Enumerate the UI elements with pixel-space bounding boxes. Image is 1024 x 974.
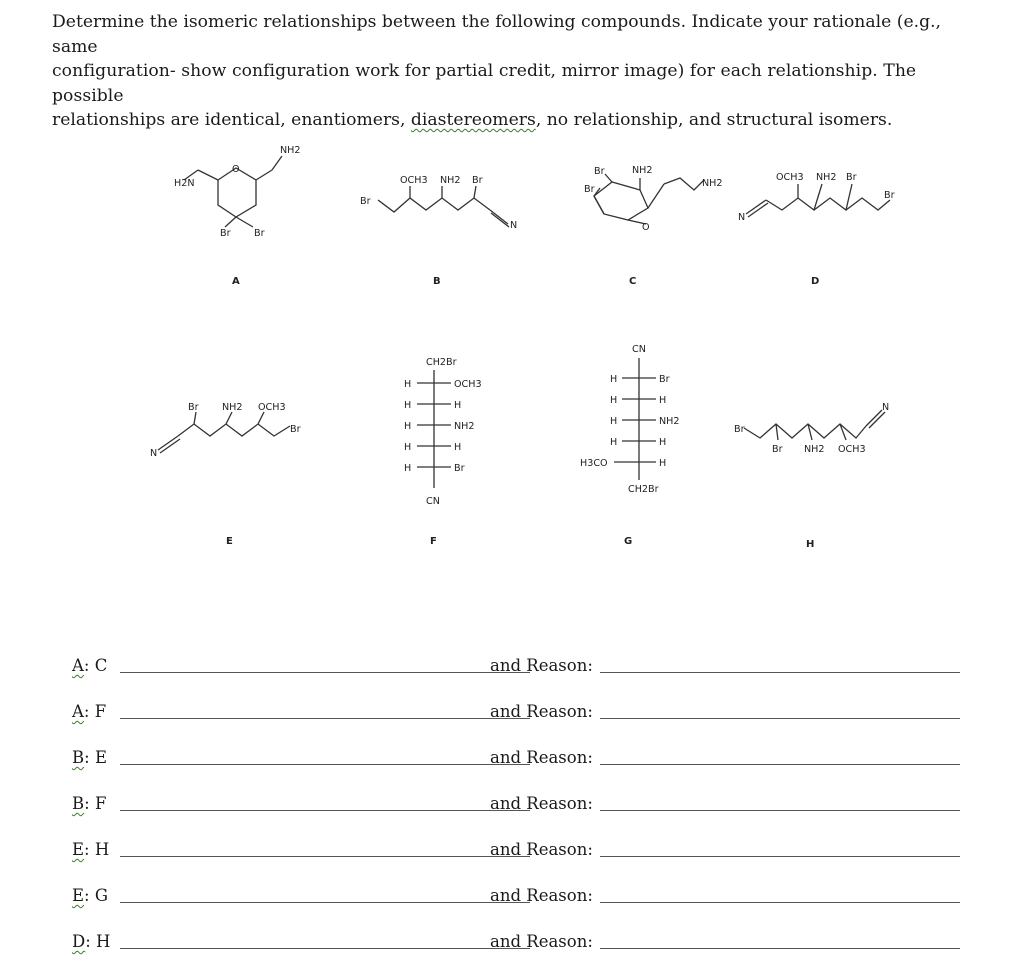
compound-c-atom: Br (594, 166, 605, 177)
compound-h-chain (744, 424, 866, 438)
compound-b-bond (490, 210, 508, 224)
pair-first: A (72, 702, 84, 721)
reason-label: and Reason: (490, 794, 593, 813)
compound-g-right: Br (659, 374, 670, 385)
compound-pair (72, 702, 106, 721)
question-line-1: Determine the isomeric relationships between the following compounds. Indicate your rationale (e.g., same (52, 12, 942, 57)
reason-blank[interactable] (600, 856, 960, 857)
compound-g-left: H (610, 395, 618, 406)
compound-e-atom: N (150, 448, 158, 459)
compound-g-left: H3CO (580, 458, 608, 469)
compound-c-bond (605, 174, 612, 182)
compound-d-bond (814, 184, 822, 210)
compound-g-left: H (610, 374, 618, 385)
compound-e-atom: Br (188, 402, 199, 413)
compound-d-atom: NH2 (816, 172, 837, 183)
compound-d-atom: Br (846, 172, 857, 183)
compound-c-atom: NH2 (702, 178, 723, 189)
compound-a-label: A (232, 276, 240, 287)
compound-a-atom: O (232, 164, 240, 175)
compound-f-right: H (454, 442, 462, 453)
compound-c-chain (664, 178, 704, 190)
compound-b-bond (491, 213, 509, 227)
compound-e-bond (258, 412, 264, 424)
compound-f-right: H (454, 400, 462, 411)
reason-label: and Reason: (490, 932, 593, 951)
answer-row (72, 702, 967, 728)
compound-g-left: H (610, 437, 618, 448)
answer-row (72, 932, 967, 958)
spellcheck-word: diastereomers (410, 110, 536, 130)
compound-e-label: E (226, 536, 233, 547)
compound-f-left: H (404, 421, 412, 432)
answer-row (72, 840, 967, 866)
compound-h-atom: OCH3 (838, 444, 866, 455)
reason-blank[interactable] (600, 810, 960, 811)
reason-label: and Reason: (490, 656, 593, 675)
compound-g-label: G (624, 536, 633, 547)
compound-f-right: Br (454, 463, 465, 474)
answer-row (72, 748, 967, 774)
compound-d-label: D (811, 276, 820, 287)
reason-blank[interactable] (600, 902, 960, 903)
compound-d-atom: N (738, 212, 746, 223)
pair-second: F (94, 794, 107, 813)
relationship-blank[interactable] (120, 948, 530, 949)
compound-pair (72, 656, 107, 675)
compound-d-atom: OCH3 (776, 172, 804, 183)
pair-first: B (72, 748, 85, 767)
compound-e-atom: NH2 (222, 402, 243, 413)
compound-a-bond (198, 170, 218, 180)
compound-pair (72, 932, 110, 951)
compound-a-atom: Br (220, 228, 231, 239)
relationship-blank[interactable] (120, 718, 530, 719)
compound-h-atom: Br (734, 424, 745, 435)
compound-a (174, 145, 301, 287)
pair-second: F (94, 702, 107, 721)
pair-second: E (94, 748, 107, 767)
reason-blank[interactable] (600, 672, 960, 673)
compound-f-left: H (404, 400, 412, 411)
compound-f-right: OCH3 (454, 379, 482, 390)
compound-c-label: C (629, 276, 637, 287)
compound-b-atom: Br (360, 196, 371, 207)
answer-row (72, 656, 967, 682)
compound-b-atom: Br (472, 175, 483, 186)
relationship-blank[interactable] (120, 902, 530, 903)
pair-separator: : (84, 748, 95, 767)
compound-e (150, 402, 301, 547)
relationship-blank[interactable] (120, 856, 530, 857)
compound-h-atom: N (882, 402, 890, 413)
relationship-blank[interactable] (120, 672, 530, 673)
compound-f-top: CH2Br (426, 357, 457, 368)
reason-label: and Reason: (490, 748, 593, 767)
pair-separator: : (83, 656, 95, 675)
compound-f (404, 357, 482, 547)
compound-c-bond (594, 196, 604, 214)
pair-separator: : (84, 840, 95, 859)
compound-g-bottom: CH2Br (628, 484, 659, 495)
pair-second: H (96, 932, 111, 951)
compound-h (734, 402, 889, 550)
compound-pair (72, 748, 107, 767)
compound-h-atom: NH2 (804, 444, 825, 455)
reason-label: and Reason: (490, 840, 593, 859)
compound-h-label: H (806, 539, 815, 550)
reason-blank[interactable] (600, 764, 960, 765)
reason-blank[interactable] (600, 948, 960, 949)
compound-g (580, 344, 680, 547)
compound-e-chain (178, 424, 290, 436)
reason-blank[interactable] (600, 718, 960, 719)
compound-a-ring (218, 168, 256, 217)
compound-c-atom: NH2 (632, 165, 653, 176)
compound-e-bond (194, 412, 196, 424)
compound-h-atom: Br (772, 444, 783, 455)
compound-a-atom: Br (254, 228, 265, 239)
pair-first: E (72, 840, 85, 859)
compound-f-left: H (404, 463, 412, 474)
compound-b-chain (378, 198, 490, 212)
question-line-3-start: relationships are identical, enantiomers, (52, 110, 411, 130)
compound-g-right: H (659, 395, 667, 406)
compound-b-atom: N (510, 220, 518, 231)
compound-a-bond (256, 170, 272, 180)
compound-e-atom: Br (290, 424, 301, 435)
compound-f-right: NH2 (454, 421, 475, 432)
compound-g-right: NH2 (659, 416, 680, 427)
compound-a-atom: H2N (174, 178, 195, 189)
compound-c-bond (648, 184, 664, 208)
compound-d-chain (766, 198, 890, 210)
pair-separator: : (83, 702, 95, 721)
pair-separator: : (84, 794, 95, 813)
compound-c-atom: O (642, 222, 650, 233)
compound-b-bond (474, 186, 476, 198)
compound-e-bond (226, 412, 232, 424)
compound-pair (72, 840, 109, 859)
compound-b-label: B (433, 276, 441, 287)
compound-c-atom: Br (584, 184, 595, 195)
answer-row (72, 886, 967, 912)
compound-a-atom: NH2 (280, 145, 301, 156)
compound-f-label: F (430, 536, 437, 547)
pair-first: E (72, 886, 85, 905)
pair-first: B (72, 794, 85, 813)
compound-g-top: CN (632, 344, 646, 355)
compound-b-atom: OCH3 (400, 175, 428, 186)
pair-second: G (94, 886, 109, 905)
reason-label: and Reason: (490, 702, 593, 721)
compound-e-atom: OCH3 (258, 402, 286, 413)
compound-h-bond (776, 424, 778, 440)
relationship-blank[interactable] (120, 810, 530, 811)
question-line-3-end: , no relationship, and structural isomers. (535, 110, 893, 130)
reason-label: and Reason: (490, 886, 593, 905)
compound-d (738, 172, 895, 287)
question-line-2: configuration- show configuration work for partial credit, mirror image) for each relationship. The possible (52, 61, 917, 106)
compound-f-left: H (404, 379, 412, 390)
compound-a-bond (236, 217, 253, 227)
compound-g-right: H (659, 458, 667, 469)
compound-pair (72, 886, 108, 905)
pair-separator: : (85, 932, 97, 951)
pair-first: D (72, 932, 86, 951)
compound-b-atom: NH2 (440, 175, 461, 186)
compound-a-bond (272, 156, 282, 170)
compound-g-right: H (659, 437, 667, 448)
compound-f-left: H (404, 442, 412, 453)
answer-row (72, 794, 967, 820)
compound-d-atom: Br (884, 190, 895, 201)
relationship-blank[interactable] (120, 764, 530, 765)
pair-second: H (94, 840, 110, 859)
pair-first: A (72, 656, 84, 675)
pair-second: C (94, 656, 108, 675)
compound-g-left: H (610, 416, 618, 427)
compound-pair (72, 794, 106, 813)
pair-separator: : (84, 886, 95, 905)
compound-f-bottom: CN (426, 496, 440, 507)
compound-b (360, 175, 517, 287)
compound-c (584, 165, 723, 287)
compound-a-bond (225, 217, 236, 227)
